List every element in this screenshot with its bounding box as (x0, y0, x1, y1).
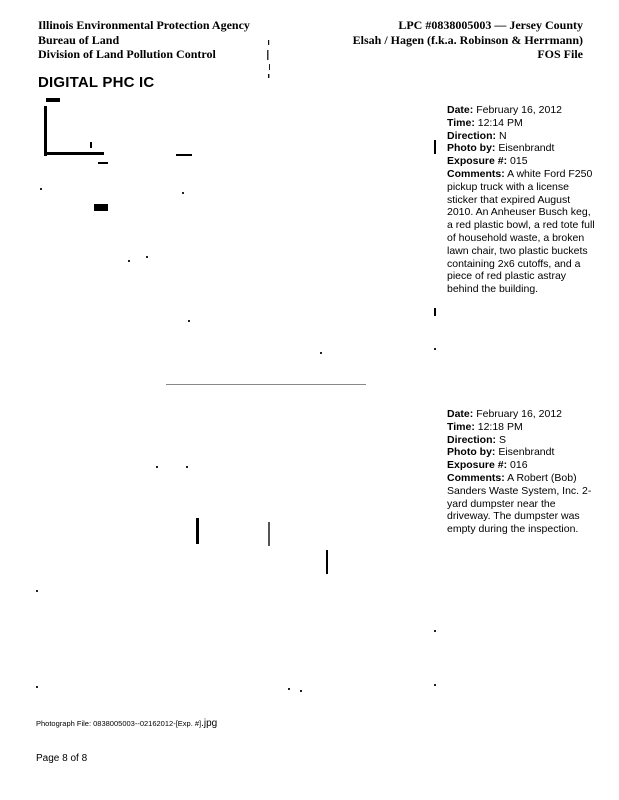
agency-header (38, 18, 250, 62)
photo-file-ext: .jpg (201, 718, 218, 729)
scan-speck (434, 348, 436, 350)
page-title: DIGITAL PHC IC (38, 74, 155, 91)
direction-label: Direction: (447, 433, 497, 446)
date-value: February 16, 2012 (476, 104, 562, 116)
time-label: Time: (447, 116, 475, 129)
exposure-value: 016 (510, 459, 528, 472)
comments-label: Comments: (447, 471, 505, 484)
photo-1-details (447, 104, 597, 296)
scan-speck (434, 684, 436, 686)
direction-value: S (498, 433, 506, 446)
exposure-label: Exposure #: (447, 459, 508, 472)
photo-by-label: Photo by: (447, 446, 496, 459)
time-value: 12:14 PM (477, 116, 523, 129)
lpc-number: LPC #0838005003 — Jersey County (398, 18, 583, 32)
time-value: 12:18 PM (477, 420, 523, 433)
scan-stamp-mark (264, 38, 274, 80)
date-value: February 16, 2012 (476, 408, 562, 420)
direction-label: Direction: (447, 129, 497, 142)
file-type: FOS File (537, 47, 583, 61)
photograph-file-name (36, 718, 217, 729)
photo-by-value: Eisenbrandt (498, 142, 555, 155)
date-label: Date: (447, 408, 474, 420)
comments-value: A white Ford F250 pickup truck with a license sticker that expired August 2010. An Anheuser Busch keg, a red plastic bowl, a red tote full of household waste, a broken lawn chair, two plastic buckets containing 2x6 cutoffs, and a piece of red plastic astray behind the building. (447, 167, 595, 296)
date-label: Date: (447, 104, 474, 116)
bureau-name: Bureau of Land (38, 32, 120, 47)
site-header (353, 18, 583, 62)
scan-mark (434, 140, 436, 154)
photo-by-value: Eisenbrandt (498, 446, 555, 459)
page-number: Page 8 of 8 (36, 753, 88, 764)
scan-speck (434, 630, 436, 632)
agency-name: Illinois Environmental Protection Agency (38, 18, 250, 32)
exposure-label: Exposure #: (447, 155, 508, 168)
comments-value: A Robert (Bob) Sanders Waste System, Inc. 2-yard dumpster near the driveway. The dumpster was empty during the inspection. (447, 471, 592, 536)
direction-value: N (498, 129, 507, 142)
division-name: Division of Land Pollution Control (38, 47, 216, 61)
exposure-value: 015 (510, 155, 528, 168)
photo-file-path: Photograph File: 0838005003--02162012-[Exp. #] (36, 719, 202, 728)
site-name: Elsah / Hagen (f.k.a. Robinson & Herrmann) (352, 32, 583, 47)
time-label: Time: (447, 420, 475, 433)
photo-1-image (36, 92, 436, 392)
comments-label: Comments: (447, 167, 505, 180)
photo-by-label: Photo by: (447, 142, 496, 155)
photo-2-details (447, 408, 597, 536)
scan-mark (434, 308, 436, 316)
photo-2-image (36, 400, 436, 700)
